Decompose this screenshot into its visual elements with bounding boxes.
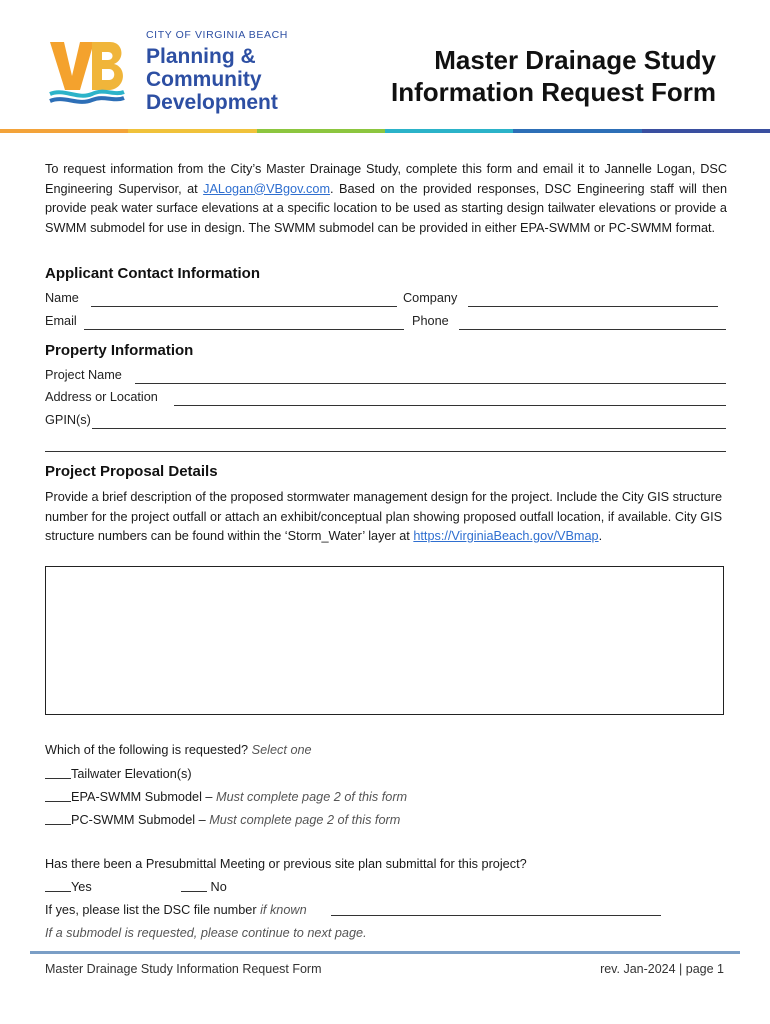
presubmittal-question: Has there been a Presubmittal Meeting or previous site plan submittal for this project?	[45, 857, 527, 871]
page-title	[391, 44, 716, 108]
phone-field[interactable]	[459, 329, 726, 330]
gpin-label: GPIN(s)	[45, 413, 91, 427]
option-tailwater-blank[interactable]	[45, 766, 71, 779]
dsc-file-field[interactable]	[331, 915, 661, 916]
property-heading: Property Information	[45, 342, 194, 359]
project-name-field[interactable]	[135, 383, 726, 384]
proposal-heading: Project Proposal Details	[45, 463, 218, 480]
email-label: Email	[45, 314, 77, 328]
option-no[interactable]: No	[181, 878, 227, 897]
option-epa-swmm-blank[interactable]	[45, 789, 71, 802]
vb-logo-icon	[48, 38, 126, 106]
email-link[interactable]: JALogan@VBgov.com	[203, 181, 331, 196]
phone-label: Phone	[412, 314, 449, 328]
option-epa-swmm[interactable]: EPA-SWMM Submodel – Must complete page 2 of this form	[45, 788, 407, 807]
proposal-instructions: Provide a brief description of the proposed stormwater management design for the project. Include the City GIS structure number for the project outfall or attach an exhibit/conceptual plan showing proposed outfall location, if available. City GIS structure numbers can be found within the ‘Storm_Water’ layer at https://VirginiaBeach.gov/VBmap.	[45, 490, 723, 543]
title-line-1: Master Drainage Study	[434, 45, 716, 75]
intro-paragraph: To request information from the City’s Master Drainage Study, complete this form and email it to Jannelle Logan, DSC Engineering Supervisor, at JALogan@VBgov.com. Based on the provided responses, DSC Engineering staff will then provide peak water surface elevations at a specific location to be used as starting design tailwater elevations or provide a SWMM submodel for use in design. The SWMM submodel can be provided in either EPA-SWMM or PC-SWMM format.	[45, 162, 728, 235]
company-label: Company	[403, 291, 458, 305]
continue-note: If a submodel is requested, please continue to next page.	[45, 926, 367, 940]
gpin-field-continued[interactable]	[45, 451, 726, 452]
title-line-2: Information Request Form	[390, 77, 716, 107]
brand-line-2: Community	[146, 68, 262, 91]
footer-page-info: rev. Jan-2024 | page 1	[600, 962, 724, 976]
option-no-blank[interactable]	[181, 879, 207, 892]
applicant-heading: Applicant Contact Information	[45, 265, 260, 282]
email-field[interactable]	[84, 329, 404, 330]
address-field[interactable]	[174, 405, 726, 406]
footer-form-name: Master Drainage Study Information Request Form	[45, 962, 322, 976]
company-field[interactable]	[468, 306, 718, 307]
name-field[interactable]	[91, 306, 397, 307]
vbmap-link[interactable]: https://VirginiaBeach.gov/VBmap	[413, 529, 599, 543]
proposal-description-box[interactable]	[45, 566, 724, 715]
address-label: Address or Location	[45, 390, 158, 404]
option-pc-swmm-blank[interactable]	[45, 812, 71, 825]
option-tailwater[interactable]: Tailwater Elevation(s)	[45, 765, 192, 784]
request-question: Which of the following is requested? Select one	[45, 743, 312, 757]
header-color-stripe	[0, 129, 770, 133]
option-yes-blank[interactable]	[45, 879, 71, 892]
project-name-label: Project Name	[45, 368, 122, 382]
city-label: CITY OF VIRGINIA BEACH	[146, 29, 288, 41]
brand-line-3: Development	[146, 91, 278, 114]
option-pc-swmm[interactable]: PC-SWMM Submodel – Must complete page 2 of this form	[45, 811, 400, 830]
brand-line-1: Planning &	[146, 45, 256, 68]
gpin-field[interactable]	[92, 428, 726, 429]
footer-divider	[30, 951, 740, 954]
option-yes[interactable]: Yes	[45, 878, 92, 897]
dsc-file-label: If yes, please list the DSC file number if known	[45, 903, 307, 917]
name-label: Name	[45, 291, 79, 305]
